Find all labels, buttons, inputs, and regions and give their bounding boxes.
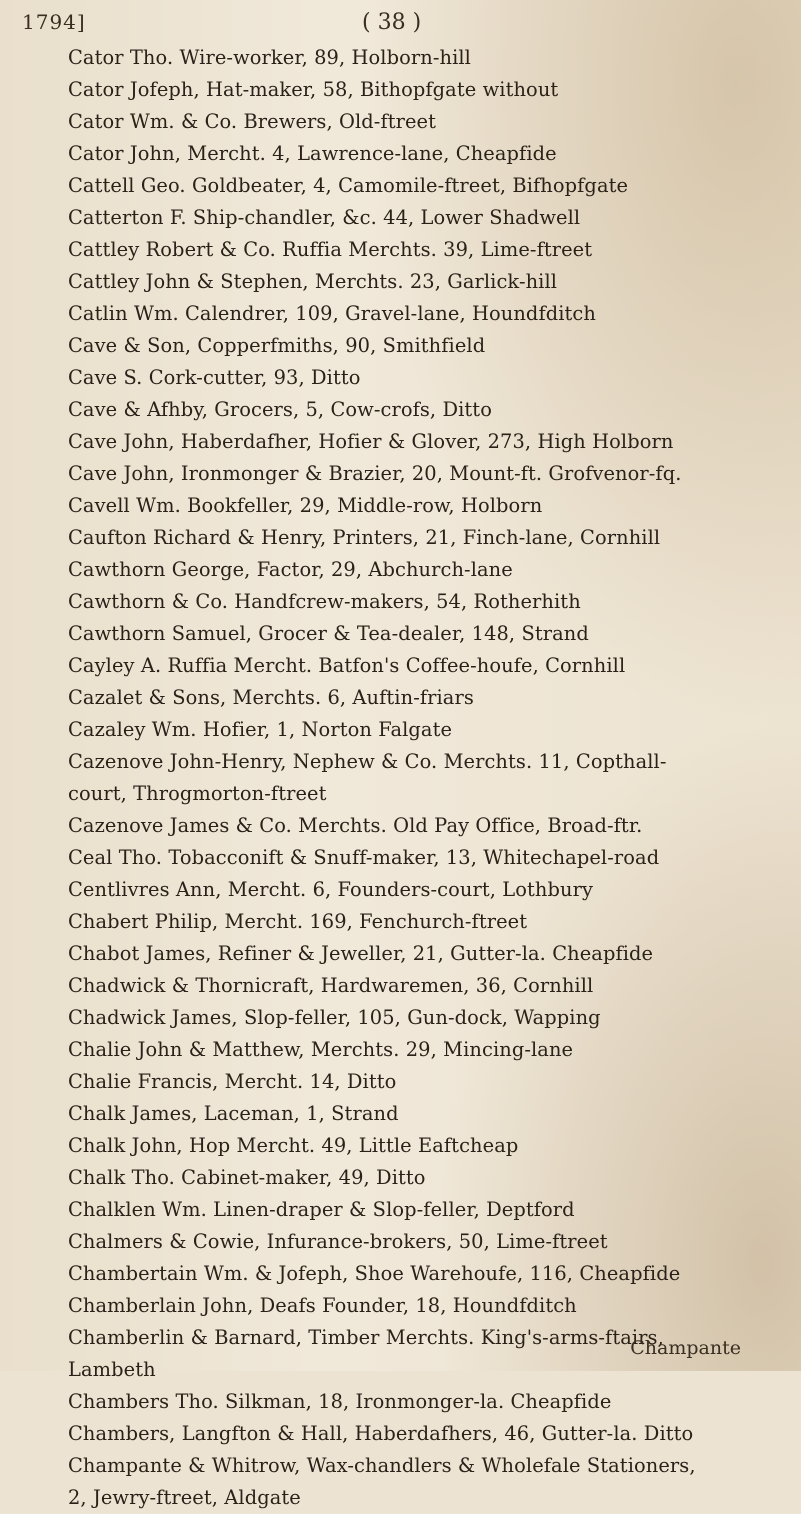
- directory-entry: Cayley A. Ruffia Mercht. Batfon's Coffee-houfe, Cornhill: [68, 654, 626, 677]
- directory-entry: Cazaley Wm. Hofier, 1, Norton Falgate: [68, 718, 453, 741]
- directory-entry: Cator Jofeph, Hat-maker, 58, Bithopfgate without: [68, 78, 559, 101]
- directory-entry: Centlivres Ann, Mercht. 6, Founders-court, Lothbury: [68, 878, 594, 901]
- directory-entries: [68, 42, 793, 1514]
- directory-entry: Cave & Son, Copperfmiths, 90, Smithfield: [68, 334, 486, 357]
- directory-entry: Cator Tho. Wire-worker, 89, Holborn-hill: [68, 46, 471, 69]
- directory-entry: Cazalet & Sons, Merchts. 6, Auftin-friars: [68, 686, 474, 709]
- directory-entry: Chamberlin & Barnard, Timber Merchts. King's-arms-ftairs,: [68, 1326, 664, 1349]
- directory-entry: Cazenove John-Henry, Nephew & Co. Merchts. 11, Copthall-: [68, 750, 667, 773]
- directory-entry: Cave & Afhby, Grocers, 5, Cow-crofs, Ditto: [68, 398, 492, 421]
- page-year: 1794]: [22, 10, 86, 34]
- directory-entry: Chalk Tho. Cabinet-maker, 49, Ditto: [68, 1166, 426, 1189]
- directory-entry: Cawthorn Samuel, Grocer & Tea-dealer, 148, Strand: [68, 622, 589, 645]
- directory-entry: Cazenove James & Co. Merchts. Old Pay Office, Broad-ftr.: [68, 814, 643, 837]
- directory-entry: Cator John, Mercht. 4, Lawrence-lane, Cheapfide: [68, 142, 557, 165]
- directory-entry: Cawthorn George, Factor, 29, Abchurch-lane: [68, 558, 513, 581]
- directory-entry: Chalie Francis, Mercht. 14, Ditto: [68, 1070, 397, 1093]
- directory-entry: Chabot James, Refiner & Jeweller, 21, Gutter-la. Cheapfide: [68, 942, 654, 965]
- directory-entry: Cator Wm. & Co. Brewers, Old-ftreet: [68, 110, 437, 133]
- directory-entry: Ceal Tho. Tobacconift & Snuff-maker, 13, Whitechapel-road: [68, 846, 660, 869]
- page-header: [22, 6, 782, 38]
- directory-entry: Catlin Wm. Calendrer, 109, Gravel-lane, Houndfditch: [68, 302, 596, 325]
- directory-entry: Caufton Richard & Henry, Printers, 21, Finch-lane, Cornhill: [68, 526, 661, 549]
- directory-entry: Lambeth: [68, 1358, 156, 1381]
- directory-entry: Cawthorn & Co. Handfcrew-makers, 54, Rotherhith: [68, 590, 581, 613]
- directory-entry: Catterton F. Ship-chandler, &c. 44, Lower Shadwell: [68, 206, 581, 229]
- catchword: Champante: [630, 1337, 741, 1359]
- directory-entry: Cave S. Cork-cutter, 93, Ditto: [68, 366, 361, 389]
- directory-entry: Chalie John & Matthew, Merchts. 29, Mincing-lane: [68, 1038, 574, 1061]
- directory-entry: Cave John, Haberdafher, Hofier & Glover, 273, High Holborn: [68, 430, 674, 453]
- directory-entry: Cave John, Ironmonger & Brazier, 20, Mount-ft. Grofvenor-fq.: [68, 462, 682, 485]
- directory-entry: Chalklen Wm. Linen-draper & Slop-feller, Deptford: [68, 1198, 575, 1221]
- directory-entry: Champante & Whitrow, Wax-chandlers & Wholefale Stationers,: [68, 1454, 696, 1477]
- directory-entry: Cattley John & Stephen, Merchts. 23, Garlick-hill: [68, 270, 558, 293]
- directory-entry: Chamberlain John, Deafs Founder, 18, Houndfditch: [68, 1294, 577, 1317]
- directory-entry: 2, Jewry-ftreet, Aldgate: [68, 1486, 301, 1509]
- directory-entry: Chalmers & Cowie, Infurance-brokers, 50, Lime-ftreet: [68, 1230, 608, 1253]
- directory-entry: Chadwick & Thornicraft, Hardwaremen, 36, Cornhill: [68, 974, 594, 997]
- directory-entry: Chambertain Wm. & Jofeph, Shoe Warehoufe, 116, Cheapfide: [68, 1262, 681, 1285]
- directory-entry: Chadwick James, Slop-feller, 105, Gun-dock, Wapping: [68, 1006, 601, 1029]
- directory-entry: Cattell Geo. Goldbeater, 4, Camomile-ftreet, Bifhopfgate: [68, 174, 629, 197]
- directory-entry: Chambers, Langfton & Hall, Haberdafhers, 46, Gutter-la. Ditto: [68, 1422, 694, 1445]
- directory-entry: Chalk James, Laceman, 1, Strand: [68, 1102, 399, 1125]
- directory-entry: Chalk John, Hop Mercht. 49, Little Eaftcheap: [68, 1134, 519, 1157]
- directory-entry: Cavell Wm. Bookfeller, 29, Middle-row, Holborn: [68, 494, 543, 517]
- page-number: ( 38 ): [362, 9, 422, 35]
- directory-entry: court, Throgmorton-ftreet: [68, 782, 327, 805]
- directory-entry: Cattley Robert & Co. Ruffia Merchts. 39, Lime-ftreet: [68, 238, 593, 261]
- directory-entry: Chabert Philip, Mercht. 169, Fenchurch-ftreet: [68, 910, 528, 933]
- directory-entry: Chambers Tho. Silkman, 18, Ironmonger-la. Cheapfide: [68, 1390, 612, 1413]
